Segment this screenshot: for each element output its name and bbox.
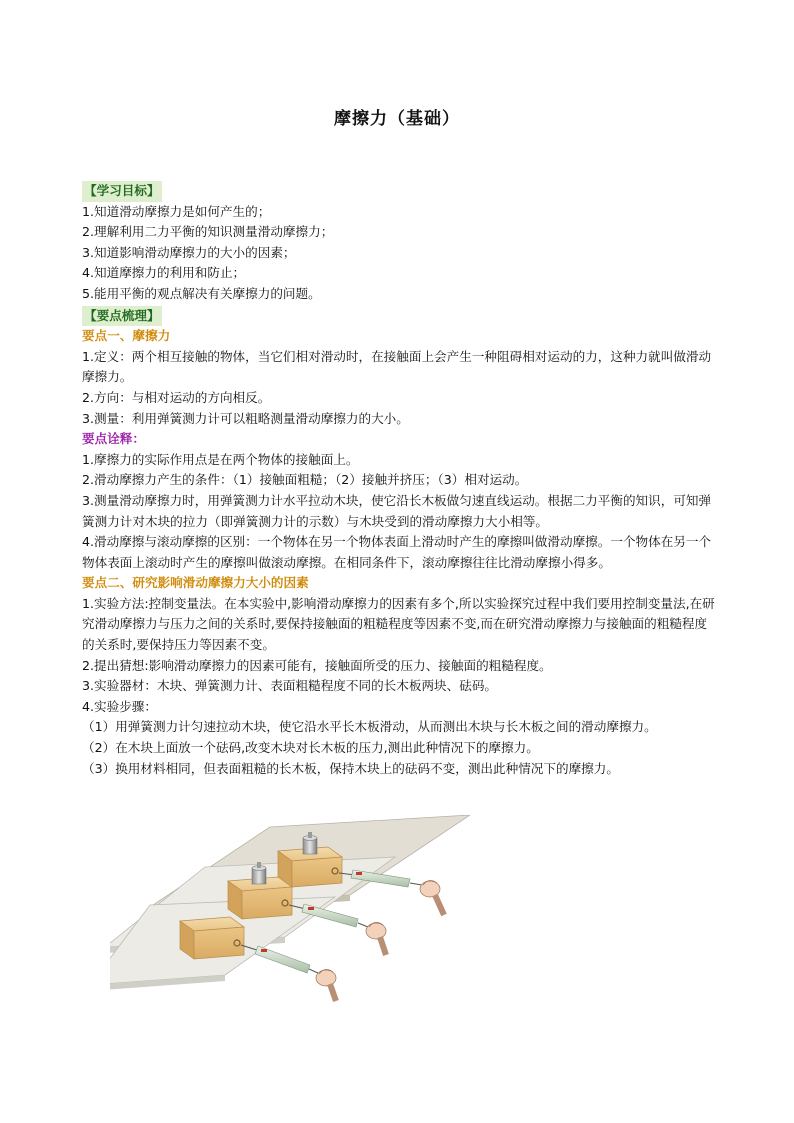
point2-step: （3）换用材料相同，但表面粗糙的长木板，保持木块上的砝码不变，测出此种情况下的摩擦力。	[82, 760, 619, 776]
page-title: 摩擦力（基础）	[334, 109, 460, 129]
point2-step: （1）用弹簧测力计匀速拉动木块，使它沿水平长木板滑动，从而测出木块与长木板之间的滑动摩擦力。	[82, 719, 657, 735]
point1-item: 3.测量：利用弹簧测力计可以粗略测量滑动摩擦力的大小。	[82, 410, 409, 426]
point2-step: （2）在木块上面放一个砝码,改变木块对长木板的压力,测出此种情况下的摩擦力。	[82, 740, 539, 756]
point1-item: 2.方向：与相对运动的方向相反。	[82, 389, 271, 405]
section-heading-point2: 要点二、研究影响滑动摩擦力大小的因素	[82, 575, 309, 591]
spring-scale-2	[289, 904, 386, 955]
explain-item: 1.摩擦力的实际作用点是在两个物体的接触面上。	[82, 451, 359, 467]
spring-scale-1	[241, 945, 336, 1001]
explain-item: 4.滑动摩擦与滚动摩擦的区别：一个物体在另一个物体表面上滑动时产生的摩擦叫做滑动摩擦。一个物体在另一个物体表面上滚动时产生的摩擦叫做滚动摩擦。在相同条件下，滚动摩擦往往比滑动摩擦小得多。	[82, 534, 712, 570]
wooden-block	[180, 917, 244, 959]
explain-item: 3.测量滑动摩擦力时，用弹簧测力计水平拉动木块，使它沿长木板做匀速直线运动。根据二力平衡的知识，可知弹簧测力计对木块的拉力（即弹簧测力计的示数）与木块受到的滑动摩擦力大小相等。	[82, 492, 712, 529]
point2-item: 4.实验步骤：	[82, 698, 157, 714]
point1-item: 1.定义：两个相互接触的物体，当它们相对滑动时，在接触面上会产生一种阻碍相对运动的力，这种力就叫做滑动摩擦力。	[82, 348, 712, 385]
goal-item: 3.知道影响滑动摩擦力的大小的因素；	[82, 244, 296, 260]
key-points-tag: 【要点梳理】	[82, 306, 162, 327]
learning-goals-tag: 【学习目标】	[82, 181, 162, 202]
section-heading-explain: 要点诠释：	[82, 431, 145, 447]
goal-item: 4.知道摩擦力的利用和防止；	[82, 265, 246, 281]
point2-item: 3.实验器材：木块、弹簧测力计、表面粗糙程度不同的长木板两块、砝码。	[82, 678, 498, 694]
point2-item: 2.提出猜想:影响滑动摩擦力的因素可能有，接触面所受的压力、接触面的粗糙程度。	[82, 657, 552, 673]
goal-item: 2.理解利用二力平衡的知识测量滑动摩擦力；	[82, 224, 334, 240]
section-heading-point1: 要点一、摩擦力	[82, 328, 171, 344]
spring-scale-3	[339, 870, 444, 915]
friction-experiment-illustration	[110, 815, 480, 1005]
document-body	[82, 180, 718, 779]
explain-item: 2.滑动摩擦力产生的条件：（1）接触面粗糙；（2）接触并挤压；（3）相对运动。	[82, 472, 528, 488]
point2-item: 1.实验方法:控制变量法。在本实验中,影响滑动摩擦力的因素有多个,所以实验探究过程中我们要用控制变量法,在研究滑动摩擦力与压力之间的关系时,要保持接触面的粗糙程度等因素不变,而在研究滑动摩擦力与接触面的粗糙程度的关系时,要保持压力等因素不变。	[82, 595, 715, 653]
goal-item: 1.知道滑动摩擦力是如何产生的；	[82, 203, 271, 219]
goal-item: 5.能用平衡的观点解决有关摩擦力的问题。	[82, 285, 321, 301]
